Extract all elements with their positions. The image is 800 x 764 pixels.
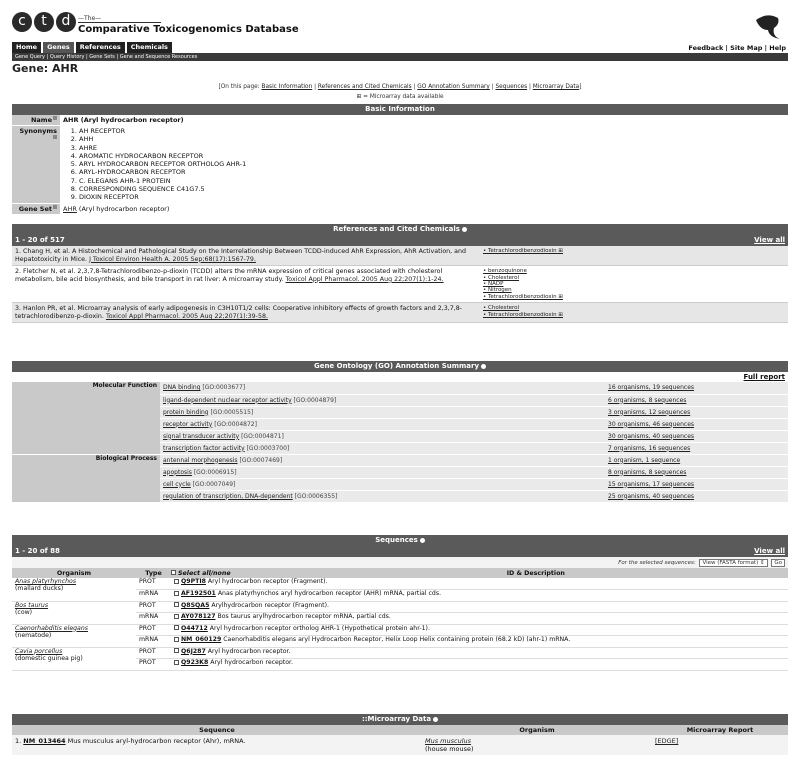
go-title: Gene Ontology (GO) Annotation Summary: [313, 362, 480, 370]
select-all-checkbox[interactable]: [171, 570, 176, 575]
go-organisms-link[interactable]: 3 organisms, 12 sequences: [608, 408, 691, 416]
synonyms-row: [12, 126, 788, 204]
go-id: [GO:0004872]: [214, 420, 257, 428]
jump-microarray[interactable]: Microarray Data: [532, 84, 580, 90]
go-organisms-link[interactable]: 8 organisms, 8 sequences: [608, 468, 687, 476]
logo-letter-d: d: [56, 12, 76, 32]
format-select-value: View (FASTA format): [702, 560, 759, 566]
on-this-page-suffix: ]: [579, 84, 582, 90]
gene-name: AHR (Aryl hydrocarbon receptor): [63, 116, 184, 124]
geneset-row: [12, 204, 788, 215]
go-category: Biological Process: [12, 454, 160, 502]
references-header: [12, 224, 788, 235]
references-title: References and Cited Chemicals: [333, 225, 460, 233]
go-organisms-link[interactable]: 7 organisms, 16 sequences: [608, 444, 691, 452]
nav-tab-genes[interactable]: Genes: [43, 42, 74, 53]
sequences-count-bar: [12, 546, 788, 557]
go-id: [GO:0006355]: [294, 492, 338, 500]
synonym-item: 8. CORRESPONDING SEQUENCE C41G7.5: [79, 185, 785, 193]
go-id: [GO:0004871]: [241, 432, 284, 440]
organism-link[interactable]: Cavia porcellus: [15, 647, 63, 655]
info-icon[interactable]: [481, 364, 486, 369]
microarray-title: ::Microarray Data: [361, 715, 432, 723]
ref-journal-link[interactable]: J Toxicol Environ Health A. 2005 Sep;68(17):1567-79.: [89, 255, 256, 263]
jump-basic-info[interactable]: Basic Information: [261, 84, 313, 90]
go-button[interactable]: Go: [771, 559, 785, 567]
sequences-header-row: [12, 568, 788, 578]
reference-row: [12, 246, 788, 266]
ref-text: Chang H, et al. A Histochemical and Pathological Study on the Interrelationship Between TCDD-induced AhR Expression, AhR Activation, and Hepatotoxicity in Mice.: [15, 248, 467, 263]
chemical-link[interactable]: • Cholesterol: [483, 275, 785, 281]
page-title: Gene: AHR: [12, 62, 79, 75]
nav-tab-chemicals[interactable]: Chemicals: [127, 42, 172, 53]
seq-type: mRNA: [136, 613, 171, 625]
nav-tab-references[interactable]: References: [76, 42, 125, 53]
seq-type: PROT: [136, 659, 171, 671]
reference-row: [12, 266, 788, 303]
go-id: [GO:0003677]: [202, 384, 246, 392]
seq-type: mRNA: [136, 636, 171, 648]
go-id: [GO:0007469]: [239, 456, 283, 464]
sequences-header: [12, 535, 788, 546]
ref-num: 2.: [15, 268, 22, 276]
name-row: [12, 115, 788, 126]
stingray-mascot-icon: [752, 10, 782, 40]
go-id: [GO:0004879]: [293, 396, 337, 404]
go-organisms-link[interactable]: 25 organisms, 40 sequences: [608, 492, 695, 500]
table-row: [12, 601, 788, 613]
col-type: Type: [136, 568, 171, 578]
row-num: 1.: [15, 737, 22, 745]
go-header: [12, 361, 788, 372]
organism-link[interactable]: Anas platyrhynchos: [15, 578, 77, 585]
format-select[interactable]: View (FASTA format) ⇕: [699, 559, 767, 567]
seq-desc: Aryl hydrocarbon receptor.: [205, 647, 291, 655]
go-id: [GO:0005515]: [210, 408, 254, 416]
on-this-page: [On this page: Basic Information | References and Cited Chemicals | GO Annotation Summary | Sequences | Microarray Data]: [218, 84, 582, 90]
organism-link[interactable]: Mus musculus: [425, 737, 472, 745]
organism-common: (domestic guinea pig): [15, 654, 83, 662]
seq-desc: Aryl hydrocarbon receptor (Fragment).: [205, 578, 328, 585]
col-microarray-report: Microarray Report: [652, 725, 788, 735]
chemical-link[interactable]: • Tetrachlorodibenzodioxin ⊞: [483, 248, 785, 254]
ref-journal-link[interactable]: Toxicol Appl Pharmacol. 2005 Aug 22;207(1):39-58.: [105, 312, 268, 320]
organism-common: (nematode): [15, 631, 52, 639]
sequences-title: Sequences: [375, 536, 418, 544]
chemical-link[interactable]: • Cholesterol: [483, 305, 785, 311]
references-count-bar: [12, 235, 788, 246]
organism-common: (mallard ducks): [15, 585, 64, 592]
nav-tab-home[interactable]: Home: [12, 42, 41, 53]
go-term-link[interactable]: ligand-dependent nuclear receptor activity: [163, 396, 292, 404]
row-checkbox[interactable]: [174, 602, 179, 607]
geneset-link[interactable]: AHR: [63, 204, 77, 213]
go-term-link[interactable]: regulation of transcription, DNA-dependent: [163, 492, 293, 500]
organism-common: (house mouse): [425, 745, 474, 753]
seq-type: PROT: [136, 578, 171, 590]
microarray-header: [12, 714, 788, 725]
go-id: [GO:0003700]: [246, 444, 290, 452]
go-term-link[interactable]: DNA binding: [163, 384, 201, 392]
references-section: [12, 224, 788, 328]
microarray-legend: ⊞ = Microarray data available: [356, 94, 444, 100]
basic-info-section: [12, 104, 788, 222]
accession-link[interactable]: Q9PTI8: [181, 578, 206, 585]
go-term-link[interactable]: signal transducer activity: [163, 432, 240, 440]
row-checkbox[interactable]: [174, 591, 179, 596]
row-checkbox[interactable]: [174, 579, 179, 584]
geneset-label: Gene Set: [18, 204, 52, 213]
synonym-item: 2. AHH: [79, 135, 785, 143]
synonym-item: 6. ARYL-HYDROCARBON RECEPTOR: [79, 168, 785, 176]
organism-link[interactable]: Caenorhabditis elegans: [15, 624, 88, 632]
synonym-item: 7. C. ELEGANS AHR-1 PROTEIN: [79, 177, 785, 185]
references-count: 1 - 20 of 517: [15, 236, 65, 244]
ref-text: Hanlon PR, et al. Microarray analysis of early adipogenesis in C3H10T1/2 cells: Cooperative inhibitory effects of growth factors and 2,3,7,8-tetrachlorodibenzo-p-dioxin.: [15, 305, 463, 320]
go-category: Molecular Function: [12, 382, 160, 454]
col-id-description: ID & Description: [277, 568, 788, 578]
seq-desc: Arylhydrocarbon receptor (Fragment).: [209, 601, 329, 609]
help-icon[interactable]: [53, 116, 57, 120]
seq-desc: Anas platyrhynchos aryl hydrocarbon receptor (AHR) mRNA, partial cds.: [215, 590, 442, 597]
seq-desc: Mus musculus aryl-hydrocarbon receptor (Ahr), mRNA.: [65, 737, 246, 745]
logo-letter-c: c: [12, 12, 32, 32]
microarray-table: [12, 725, 788, 755]
info-icon[interactable]: [462, 227, 467, 232]
go-organisms-link[interactable]: 30 organisms, 40 sequences: [608, 432, 695, 440]
go-row: [12, 454, 788, 466]
top-links[interactable]: Feedback | Site Map | Help: [688, 44, 786, 52]
synonym-item: 4. AROMATIC HYDROCARBON RECEPTOR: [79, 152, 785, 160]
accession-link[interactable]: AY078127: [181, 613, 216, 620]
on-this-page-prefix: [On this page:: [218, 84, 260, 90]
logo-title-block: [78, 14, 299, 35]
select-all-label[interactable]: Select all/none: [178, 569, 231, 577]
go-organisms-link[interactable]: 15 organisms, 17 sequences: [608, 480, 695, 488]
help-icon[interactable]: [53, 205, 57, 209]
organism-common: (cow): [15, 608, 33, 616]
ref-num: 1.: [15, 248, 22, 255]
synonym-item: 3. AHRE: [79, 144, 785, 152]
logo-title: Comparative Toxicogenomics Database: [78, 24, 299, 35]
microarray-section: [12, 714, 788, 762]
references-view-all[interactable]: View all: [754, 236, 785, 244]
go-row: [12, 382, 788, 394]
seq-desc: Aryl hydrocarbon receptor.: [208, 659, 293, 666]
synonym-item: 1. AH RECEPTOR: [79, 127, 785, 135]
row-checkbox[interactable]: [174, 625, 179, 630]
accession-link[interactable]: O44712: [181, 624, 208, 632]
accession-link[interactable]: NM_060129: [181, 636, 222, 643]
row-checkbox[interactable]: [174, 614, 179, 619]
reference-row: [12, 303, 788, 323]
sequence-tools: [12, 557, 788, 568]
sub-nav[interactable]: Gene Query | Query History | Gene Sets | Gene and Sequence Resources: [12, 53, 788, 61]
seq-type: PROT: [136, 624, 171, 636]
go-term-link[interactable]: antennal morphogenesis: [163, 456, 238, 464]
synonym-list: [63, 127, 785, 202]
name-label: Name: [30, 116, 52, 124]
info-icon[interactable]: [420, 538, 425, 543]
main-nav: [12, 42, 172, 53]
row-checkbox[interactable]: [174, 660, 179, 665]
chemical-link[interactable]: • benzoquinone: [483, 268, 785, 274]
synonym-item: 9. DIOXIN RECEPTOR: [79, 193, 785, 201]
go-term-link[interactable]: protein binding: [163, 408, 209, 416]
accession-link[interactable]: Q8SQA5: [181, 601, 210, 609]
col-organism: Organism: [422, 725, 652, 735]
seq-type: PROT: [136, 647, 171, 659]
accession-link[interactable]: NM_013464: [23, 737, 66, 745]
logo-letter-t: t: [34, 12, 54, 32]
sequences-view-all[interactable]: View all: [754, 547, 785, 555]
ref-num: 3.: [15, 305, 22, 313]
microarray-header-row: [12, 725, 788, 735]
go-section: [12, 361, 788, 504]
chemical-link[interactable]: • Tetrachlorodibenzodioxin ⊞: [483, 312, 785, 318]
ctd-logo[interactable]: [12, 12, 76, 32]
accession-link[interactable]: AF192501: [181, 590, 216, 597]
edge-report-link[interactable]: [EDGE]: [655, 737, 679, 745]
seq-type: mRNA: [136, 590, 171, 602]
table-row: [12, 578, 788, 590]
table-row: [12, 647, 788, 659]
geneset-desc: (Aryl hydrocarbon receptor): [76, 204, 170, 213]
table-row: [12, 624, 788, 636]
go-id: [GO:0007049]: [192, 480, 236, 488]
go-term-link[interactable]: receptor activity: [163, 420, 213, 428]
basic-info-header: Basic Information: [12, 104, 788, 115]
sequences-count: 1 - 20 of 88: [15, 547, 60, 555]
jump-go-summary[interactable]: GO Annotation Summary: [417, 84, 490, 90]
col-sequence: Sequence: [12, 725, 422, 735]
seq-desc: Bos taurus arylhydrocarbon receptor mRNA, partial cds.: [215, 613, 391, 620]
sequence-tools-label: For the selected sequences:: [618, 560, 696, 566]
info-icon[interactable]: [433, 717, 438, 722]
jump-sequences[interactable]: Sequences: [495, 84, 528, 90]
go-full-report-link[interactable]: Full report: [743, 373, 785, 381]
seq-type: PROT: [136, 601, 171, 613]
go-id: [GO:0006915]: [193, 468, 237, 476]
sequences-table: [12, 568, 788, 671]
go-organisms-link[interactable]: 30 organisms, 46 sequences: [608, 420, 695, 428]
accession-link[interactable]: Q6J287: [181, 647, 206, 655]
chemical-link[interactable]: • Nitrogen: [483, 287, 785, 293]
go-term-link[interactable]: transcription factor activity: [163, 444, 245, 452]
go-organisms-link[interactable]: 1 organism, 1 sequence: [608, 456, 681, 464]
logo-the: —The—: [78, 15, 161, 23]
chemical-link[interactable]: • NADP: [483, 281, 785, 287]
go-term-link[interactable]: apoptosis: [163, 468, 192, 476]
row-checkbox[interactable]: [174, 637, 179, 642]
synonyms-label: Synonyms: [19, 127, 57, 135]
synonym-item: 5. ARYL HYDROCARBON RECEPTOR ORTHOLOG AHR-1: [79, 160, 785, 168]
seq-desc: Aryl hydrocarbon receptor ortholog AHR-1 (Hypothetical protein ahr-1).: [207, 624, 430, 632]
table-row: [12, 735, 788, 755]
jump-references[interactable]: References and Cited Chemicals: [317, 84, 412, 90]
col-organism: Organism: [12, 568, 136, 578]
sequences-section: [12, 535, 788, 687]
organism-link[interactable]: Bos taurus: [15, 601, 49, 609]
go-term-link[interactable]: cell cycle: [163, 480, 191, 488]
help-icon[interactable]: [53, 135, 57, 139]
accession-link[interactable]: Q923K8: [181, 659, 209, 666]
ref-journal-link[interactable]: Toxicol Appl Pharmacol. 2005 Aug 22;207(1):1-24.: [285, 275, 444, 283]
ref-text: Fletcher N, et al. 2,3,7,8-Tetrachlorodibenzo-p-dioxin (TCDD) alters the mRNA expression of critical genes associated with cholesterol metabolism, bile acid biosynthesis, and bile transport in rat liver: A microarray study.: [15, 268, 443, 283]
go-organisms-link[interactable]: 6 organisms, 8 sequences: [608, 396, 687, 404]
chemical-link[interactable]: • Tetrachlorodibenzodioxin ⊞: [483, 294, 785, 300]
go-table: [12, 382, 788, 503]
seq-desc: Caenorhabditis elegans aryl Hydrocarbon Receptor, Helix Loop Helix containing protein (68.2 kD) (ahr-1) mRNA.: [221, 636, 571, 643]
row-checkbox[interactable]: [174, 648, 179, 653]
go-organisms-link[interactable]: 16 organisms, 19 sequences: [608, 384, 695, 392]
